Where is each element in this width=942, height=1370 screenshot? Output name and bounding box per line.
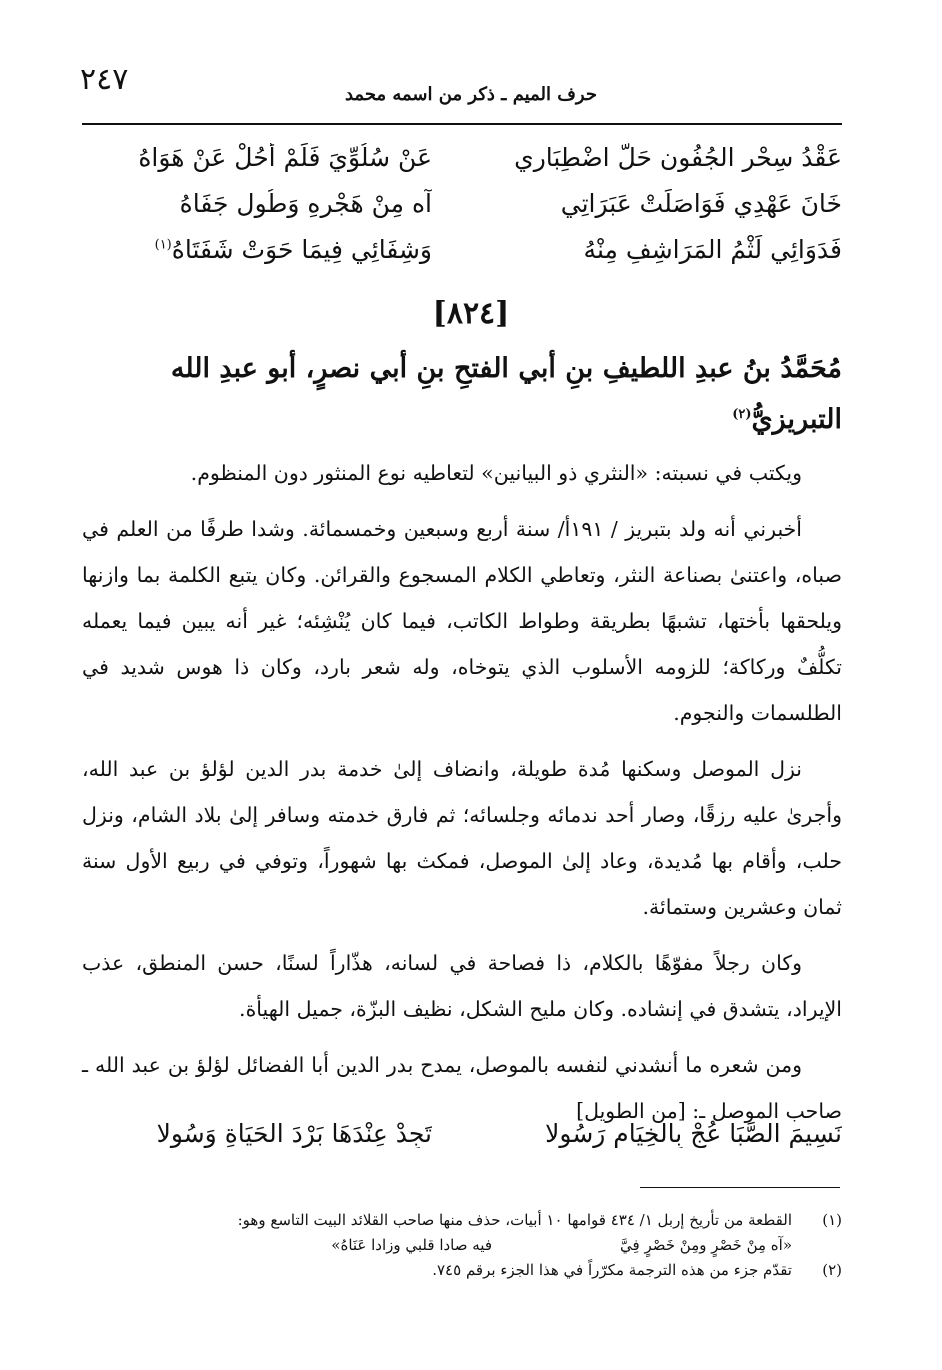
footnote-marker: (٢) bbox=[732, 407, 752, 422]
verse-line bbox=[82, 134, 842, 180]
footnote-verse-second: فيه صادا قلبي وزادا عَنَاهُ» bbox=[331, 1236, 492, 1254]
footnote-text: القطعة من تأريخ إربل ١/ ٤٣٤ قوامها ١٠ أبيات، حذف منها صاحب القلائد البيت التاسع وهو: bbox=[237, 1211, 792, 1229]
closing-verse bbox=[82, 1110, 842, 1156]
footnote-text: تقدّم جزء من هذه الترجمة مكرّراً في هذا الجزء برقم ٧٤٥. bbox=[432, 1261, 792, 1279]
footnotes bbox=[82, 1208, 842, 1283]
entry-title-line2 bbox=[150, 392, 842, 443]
page-number: ٢٤٧ bbox=[80, 62, 129, 97]
footnote-separator bbox=[640, 1187, 840, 1188]
verse-second-hemistich bbox=[82, 235, 432, 264]
footnote-verse bbox=[82, 1233, 842, 1258]
entry-title-nisba: التبريزيُّ bbox=[751, 404, 842, 435]
footnote bbox=[82, 1208, 842, 1233]
footnote-number: (٢) bbox=[822, 1261, 842, 1279]
entry-title-line1: مُحَمَّدُ بنُ عبدِ اللطيفِ بنِ أبي الفتحِ بنِ أبي نصرٍ، أبو عبدِ الله bbox=[170, 353, 842, 384]
opening-verses bbox=[82, 134, 842, 272]
header-rule bbox=[82, 123, 842, 125]
footnote-marker: (١) bbox=[154, 237, 172, 253]
verse-second-hemistich: تَجِدْ عِنْدَهَا بَرْدَ الحَيَاةِ وَسُولا bbox=[156, 1118, 432, 1148]
paragraph: ويكتب في نسبته: «النثري ذو البيانين» لتعاطيه نوع المنثور دون المنظوم. bbox=[190, 461, 802, 485]
body-text bbox=[82, 450, 842, 1144]
paragraph: ومن شعره ما أنشدني لنفسه بالموصل، يمدح بدر الدين أبا الفضائل لؤلؤ بن عبد الله ـ صاحب الموصل ـ: [من الطويل] bbox=[82, 1053, 842, 1123]
paragraph: وكان رجلاً مفوّهًا بالكلام، ذا فصاحة في لسانه، هذّاراً لسنًا، حسن المنطق، عذب الإيراد، يتشدق في إنشاده. وكان مليح الشكل، نظيف البزّة، جميل الهيأة. bbox=[82, 951, 842, 1021]
paragraph: أخبرني أنه ولد بتبريز / ١٩١أ/ سنة أربع وسبعين وخمسمائة. وشدا طرفًا من العلم في صباه، واعتنىٰ بصناعة النثر، وتعاطي الكلام المسجوع والقرائن. وكان يتبع الكلمة بما وازنها ويلحقها بأختها، تشبهًا بطريقة وطواط الكاتب، فيما كان يُنْشِئه؛ غير أنه يبين فيما يعمله تكلُّفٌ وركاكة؛ للزومه الأسلوب الذي يتوخاه، وله شعر بارد، وكان ذا هوس شديد في الطلسمات والنجوم. bbox=[82, 517, 842, 725]
verse-first-hemistich: خَانَ عَهْدِي فَوَاصَلَتْ عَبَرَاتِي bbox=[560, 188, 842, 218]
footnote bbox=[82, 1258, 842, 1283]
verse-second-hemistich: آه مِنْ هَجْرِهِ وَطُولِ جَفَاهُ bbox=[179, 188, 432, 218]
entry-title bbox=[150, 346, 842, 443]
verse-line bbox=[82, 226, 842, 272]
verse-first-hemistich: عَقْدُ سِحْرِ الجُفُونِ حَلَّ اضْطِبَارِي bbox=[514, 142, 842, 172]
footnote-number: (١) bbox=[822, 1211, 842, 1229]
verse-line bbox=[82, 180, 842, 226]
running-head: حرف الميم ـ ذكر من اسمه محمد bbox=[344, 84, 597, 105]
verse-second-hemistich: عَنْ سُلُوِّيَ فَلَمْ أَحُلْ عَنْ هَوَاهُ bbox=[138, 142, 432, 172]
verse-first-hemistich: نَسِيمَ الصَّبَا عُجْ بِالخِيَامِ رَسُولا bbox=[545, 1118, 842, 1148]
entry-number: [٨٢٤] bbox=[432, 296, 510, 331]
footnote-verse-first: «آه مِنْ خَصْرٍ ومِنْ خَصْرٍ فِيَّ bbox=[620, 1236, 792, 1254]
paragraph: نزل الموصل وسكنها مُدة طويلة، وانضاف إلىٰ خدمة بدر الدين لؤلؤ بن عبد الله، وأجرىٰ عليه رزقًا، وصار أحد ندمائه وجلسائه؛ ثم فارق خدمته وسافر إلىٰ بلاد الشام، ونزل حلب، وأقام بها مُديدة، وعاد إلىٰ الموصل، فمكث بها شهوراً، وتوفي في ربيع الأول سنة ثمان وعشرين وستمائة. bbox=[82, 757, 842, 919]
verse-text: وَشِفَائِي فِيمَا حَوَتْ شَفَتَاهُ bbox=[171, 234, 432, 264]
verse-first-hemistich: فَدَوَائِي لَثْمُ المَرَاشِفِ مِنْهُ bbox=[583, 234, 842, 264]
